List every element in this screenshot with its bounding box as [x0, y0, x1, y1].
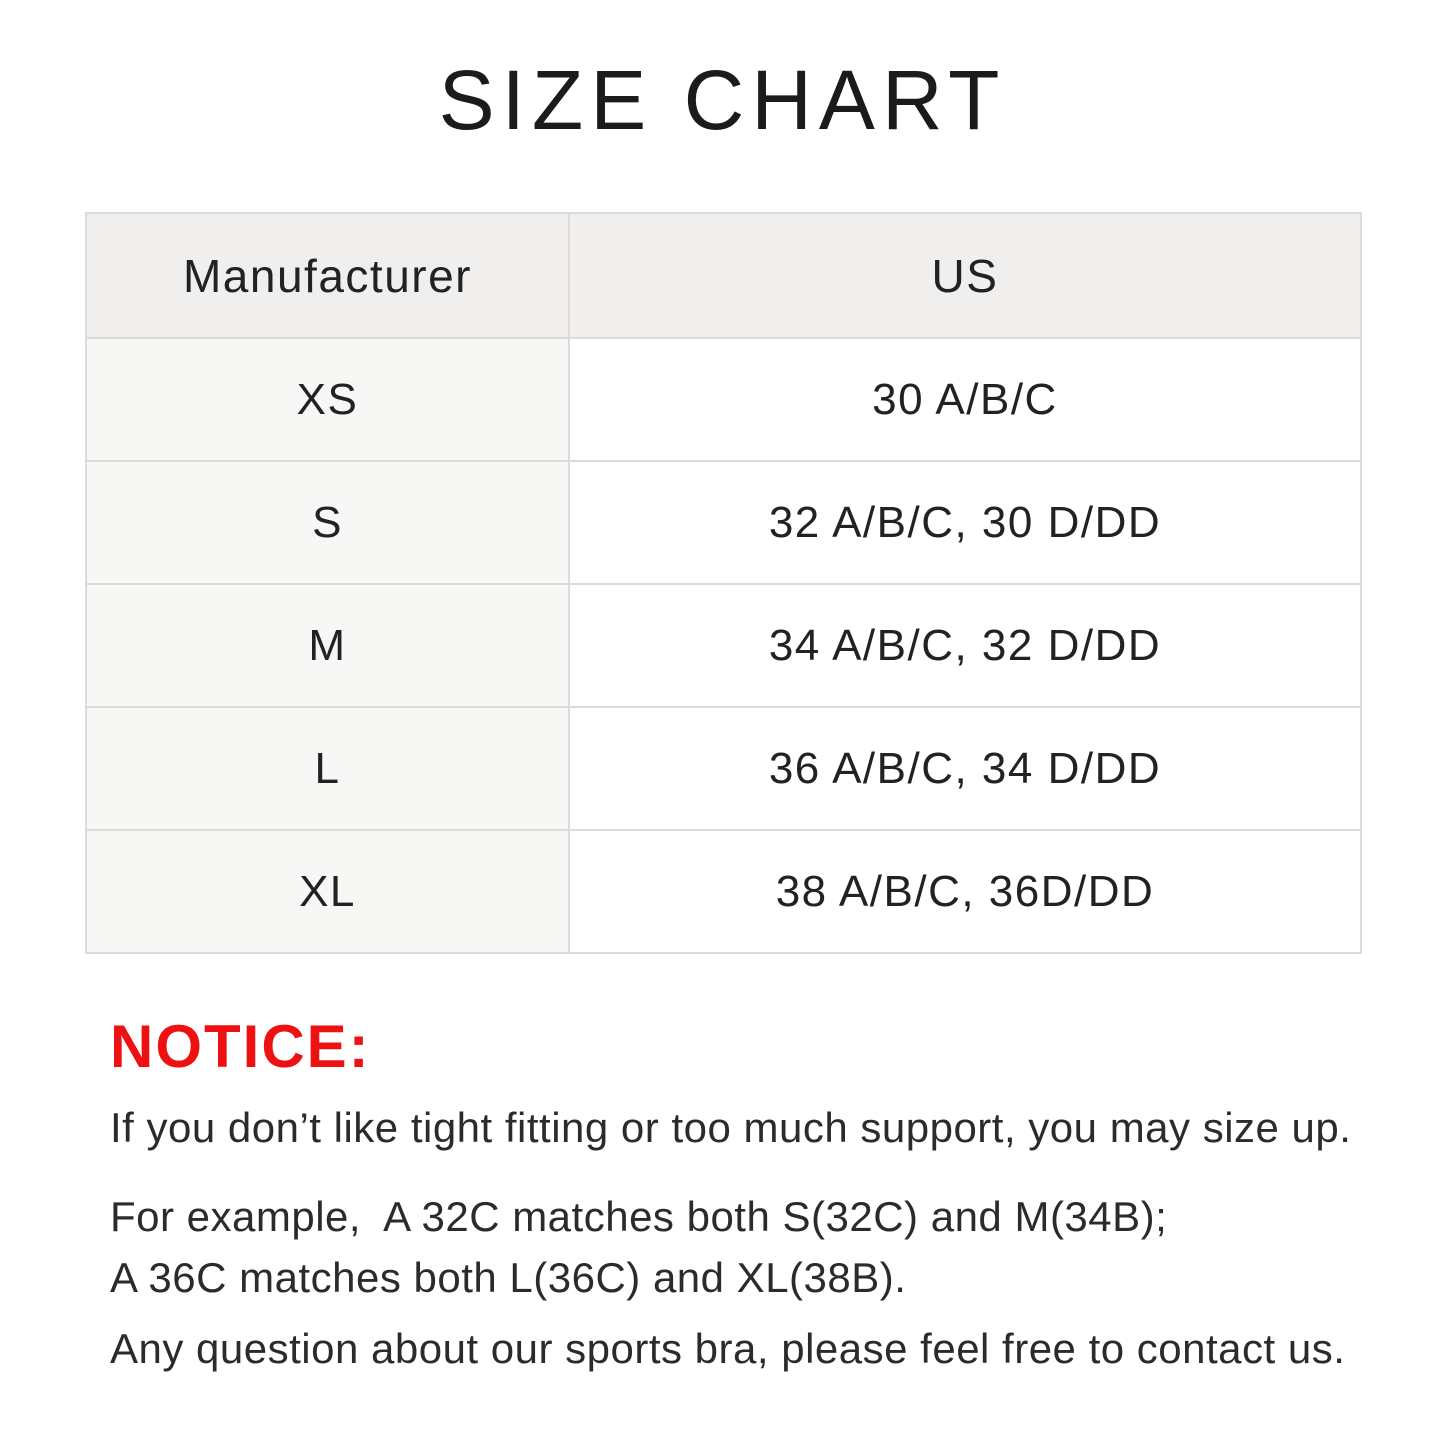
notice-line: A 36C matches both L(36C) and XL(38B).	[110, 1254, 907, 1301]
notice-line: Any question about our sports bra, please feel free to contact us.	[110, 1325, 1346, 1372]
manufacturer-cell: XS	[86, 338, 569, 461]
table-row	[86, 338, 1361, 461]
manufacturer-cell: S	[86, 461, 569, 584]
table-row	[86, 707, 1361, 830]
column-header-us: US	[569, 213, 1361, 338]
us-cell: 34 A/B/C, 32 D/DD	[569, 584, 1361, 707]
us-cell: 36 A/B/C, 34 D/DD	[569, 707, 1361, 830]
notice-paragraph	[110, 1318, 1380, 1379]
us-cell: 32 A/B/C, 30 D/DD	[569, 461, 1361, 584]
manufacturer-cell: M	[86, 584, 569, 707]
us-cell: 30 A/B/C	[569, 338, 1361, 461]
us-cell: 38 A/B/C, 36D/DD	[569, 830, 1361, 953]
manufacturer-cell: XL	[86, 830, 569, 953]
notice-line: For example, A 32C matches both S(32C) and M(34B);	[110, 1193, 1168, 1240]
column-header-manufacturer: Manufacturer	[86, 213, 569, 338]
notice-section	[110, 1012, 1380, 1379]
page-title: SIZE CHART	[438, 53, 1007, 147]
size-table	[85, 212, 1362, 954]
notice-paragraph	[110, 1186, 1380, 1308]
manufacturer-cell: L	[86, 707, 569, 830]
table-row	[86, 584, 1361, 707]
notice-heading: NOTICE:	[110, 1013, 371, 1080]
header-row	[86, 213, 1361, 338]
table-row	[86, 461, 1361, 584]
notice-paragraph	[110, 1097, 1380, 1158]
table-row	[86, 830, 1361, 953]
notice-line: If you don’t like tight fitting or too much support, you may size up.	[110, 1104, 1352, 1151]
